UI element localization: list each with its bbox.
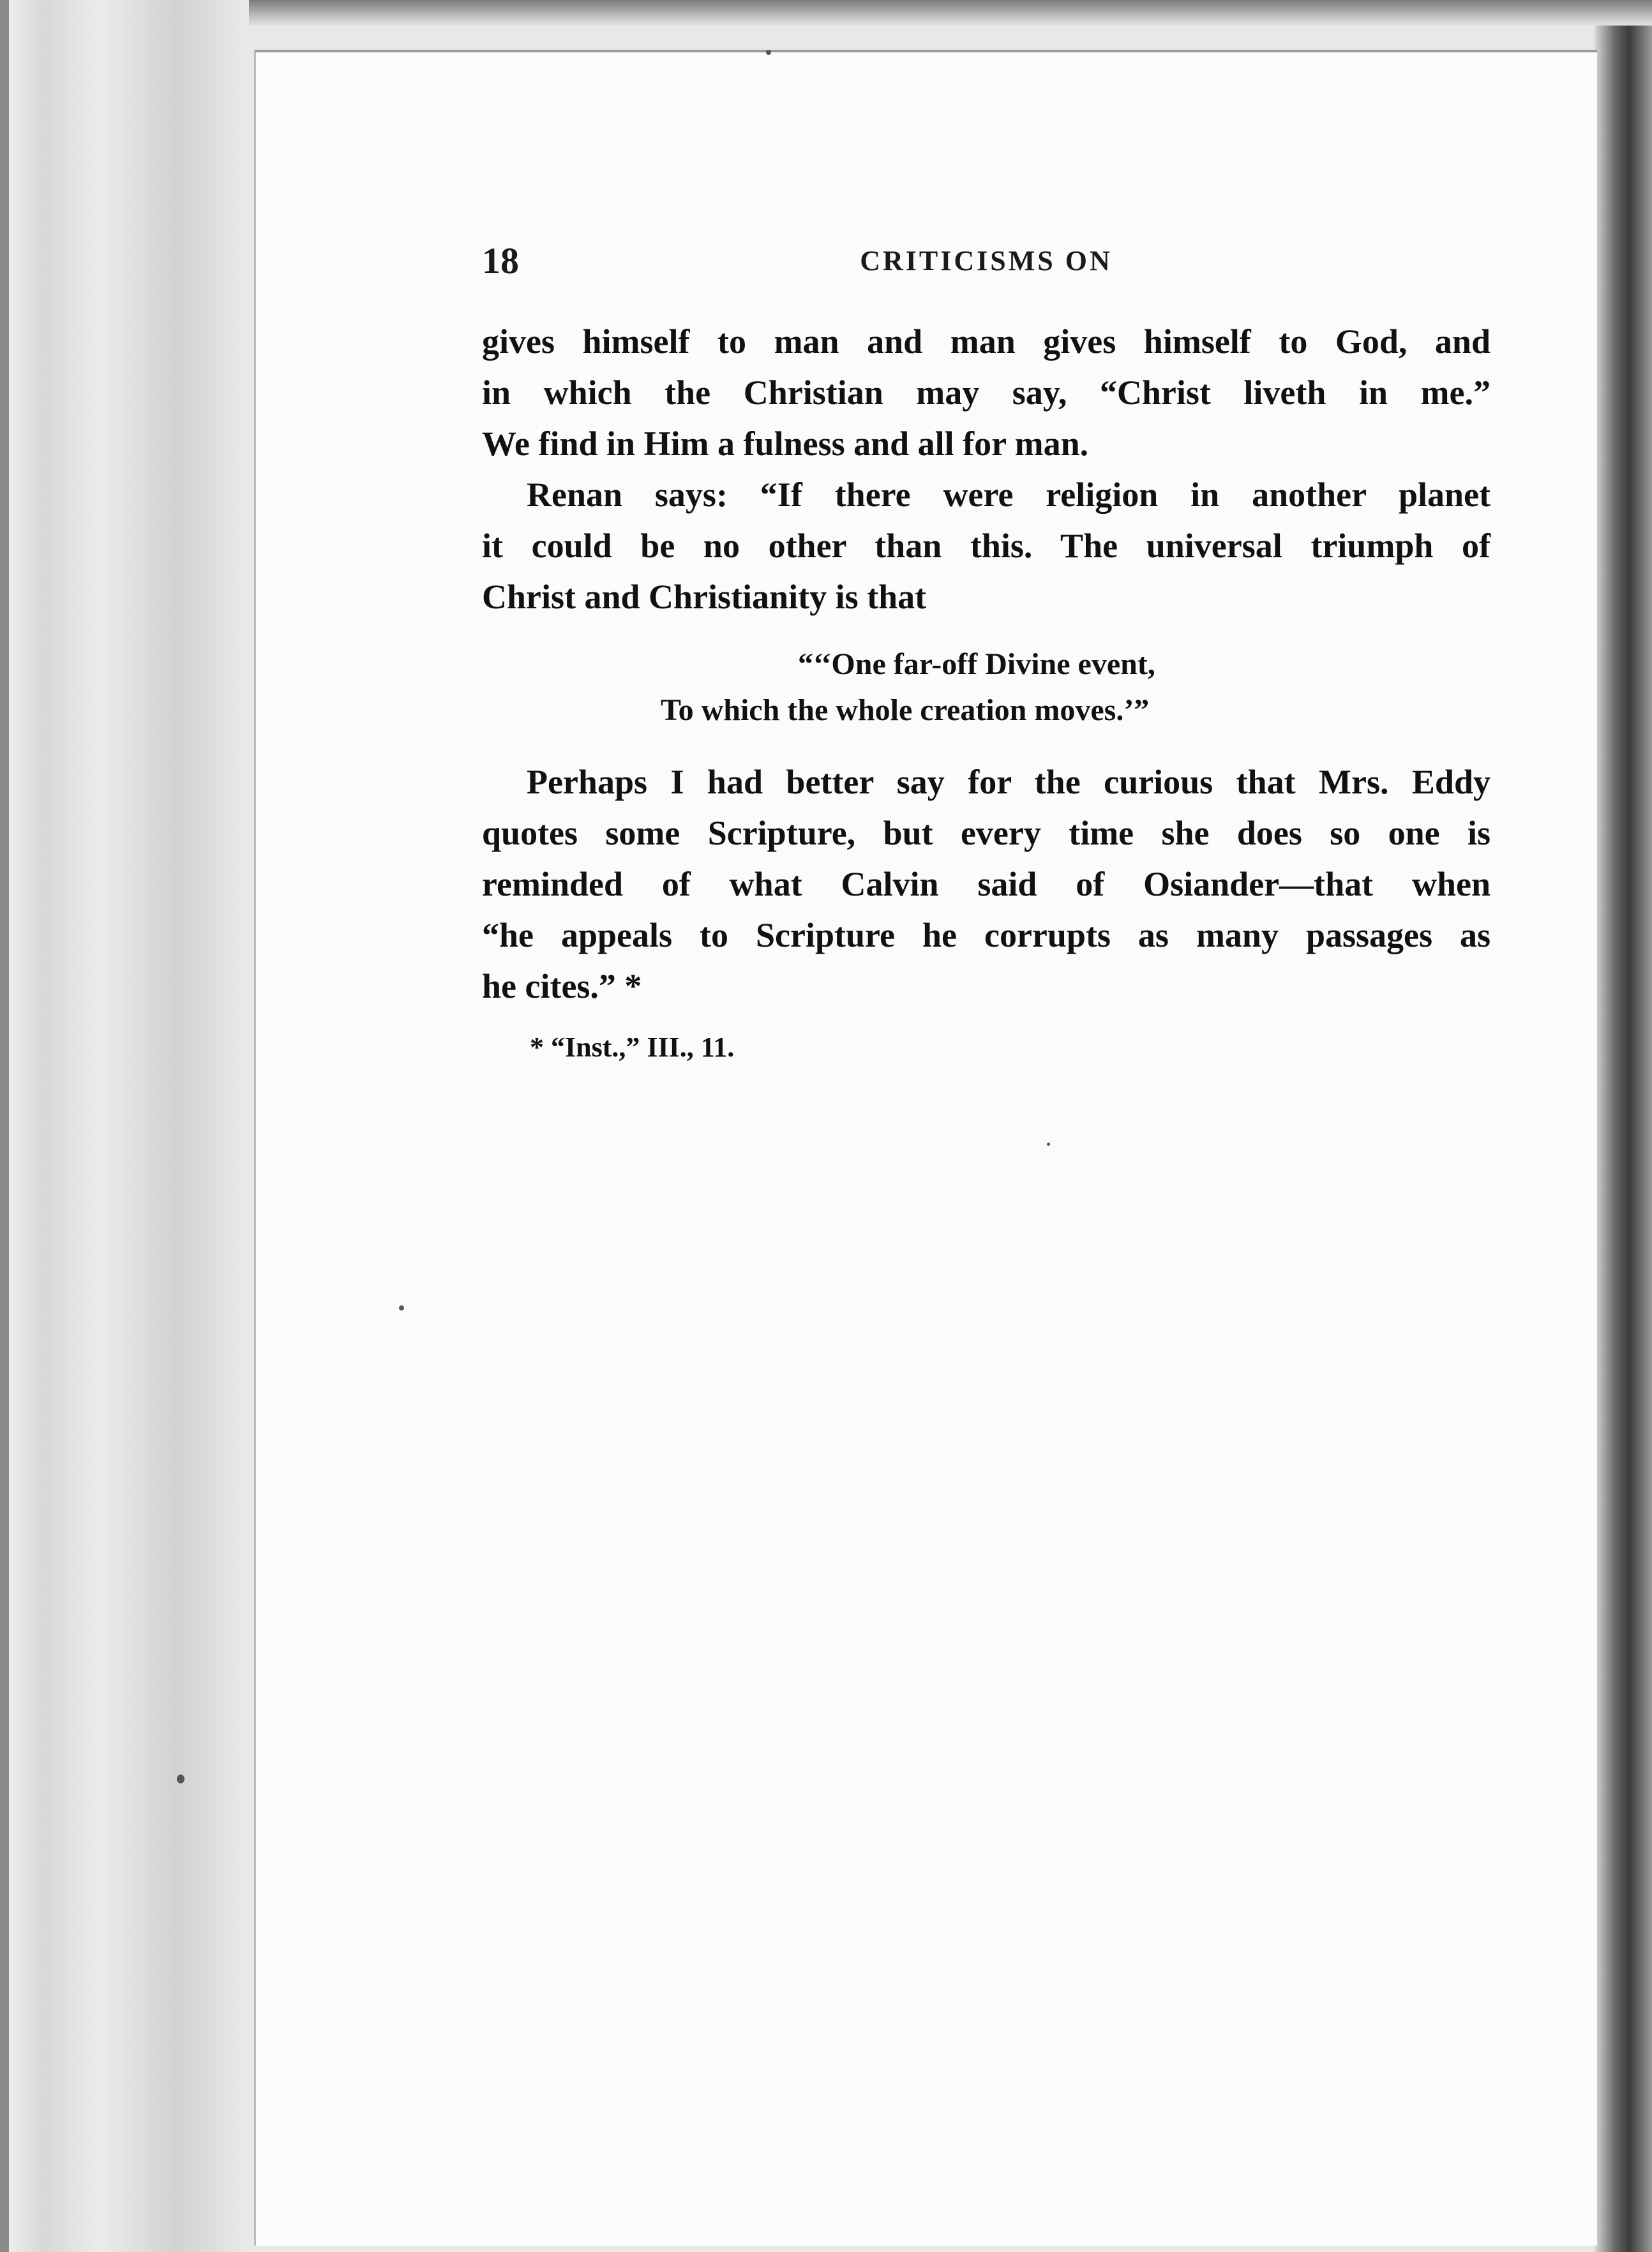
scan-speck [177, 1775, 184, 1783]
running-head [482, 239, 1491, 290]
paragraph-3-line-4: “he appeals to Scripture he corrupts as many passages as [482, 916, 1491, 954]
paragraph-1-line-1: gives himself to man and man gives himself to God, and [482, 322, 1491, 361]
scan-right-edge [1595, 26, 1652, 2252]
paragraph-1-line-2: in which the Christian may say, “Christ liveth in me.” [482, 373, 1491, 412]
verse-line-2: To which the whole creation moves.’” [661, 693, 1150, 727]
verse-quotation [482, 642, 1491, 733]
paragraph-1-line-3: We find in Him a fulness and all for man. [482, 424, 1089, 463]
paragraph-3 [482, 756, 1491, 1012]
scan-speck [1047, 1143, 1050, 1146]
verse-line-1: “‘‘One far-off Divine event, [798, 647, 1155, 681]
page-number: 18 [482, 240, 519, 282]
body-text [482, 316, 1491, 622]
paragraph-2-line-1: Renan says: “If there were religion in another planet [527, 476, 1491, 514]
footnote: * “Inst.,” III., 11. [530, 1032, 735, 1063]
paragraph-3-line-2: quotes some Scripture, but every time she does so one is [482, 814, 1491, 852]
scan-speck [766, 50, 771, 55]
paragraph-3-line-3: reminded of what Calvin said of Osiander—that when [482, 865, 1491, 903]
scan-left-binding-strip [0, 0, 9, 2252]
scan-left-page-edge [0, 0, 249, 2252]
paragraph-2-line-3: Christ and Christianity is that [482, 578, 927, 616]
paragraph-3-line-1: Perhaps I had better say for the curious that Mrs. Eddy [527, 763, 1491, 801]
paragraph-3-line-5: he cites.” * [482, 967, 642, 1005]
scan-speck [399, 1305, 404, 1310]
paragraph-2-line-2: it could be no other than this. The universal triumph of [482, 527, 1491, 565]
running-title: CRITICISMS ON [860, 245, 1113, 276]
